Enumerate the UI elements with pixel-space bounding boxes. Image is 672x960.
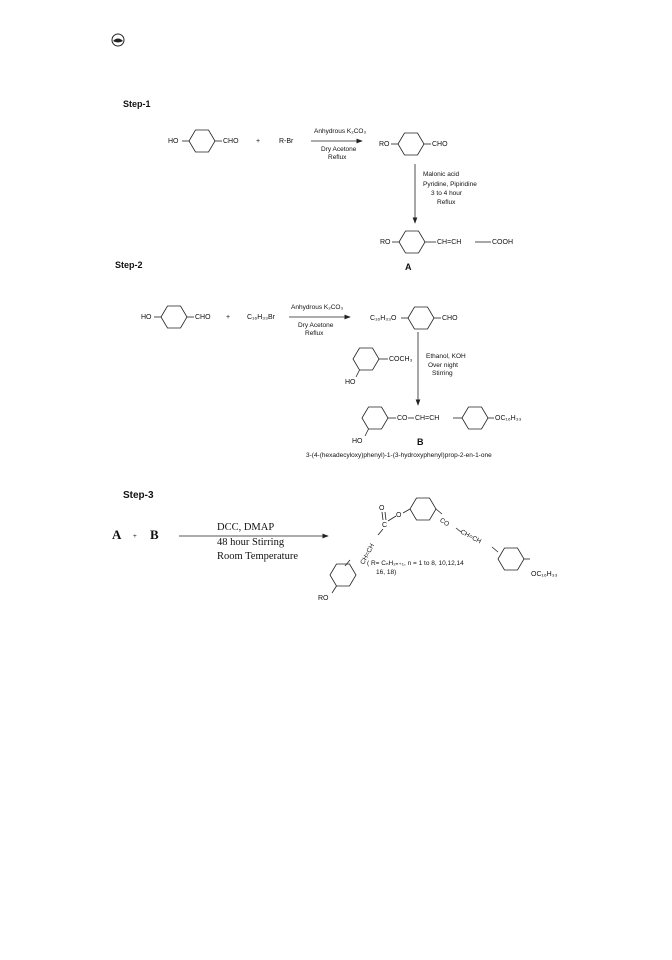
productB-oh: HO (352, 438, 363, 445)
step1-title: Step-1 (123, 99, 151, 109)
step2-plus: + (226, 314, 231, 321)
step2-condition-2: Dry Acetone (298, 322, 334, 329)
step1-condition2-3: 3 to 4 hour (431, 190, 463, 197)
step2-condition2-3: Stirring (432, 370, 453, 377)
productB-chain: CH=CH (415, 415, 440, 422)
compound-B (352, 407, 522, 445)
productA-chain: CH=CH (437, 239, 462, 246)
step1-condition2-2: Pyridine, Pipiridine (423, 181, 477, 188)
step3-B: B (150, 527, 159, 542)
reagent-group: COCH₃ (389, 356, 413, 363)
product-ro: RO (318, 595, 329, 602)
step2-reactant1-right: CHO (195, 314, 211, 321)
step1-reactant1-left: HO (168, 138, 179, 145)
step1-condition2-1: Malonic acid (423, 171, 460, 178)
reagent-oh: HO (345, 379, 356, 386)
step2-reactant1-left: HO (141, 314, 152, 321)
step2-reactant-hydroxybenzaldehyde (141, 306, 211, 328)
step1-product1-right: CHO (432, 141, 448, 148)
step3-A: A (112, 527, 122, 542)
step1-product1-left: RO (379, 141, 390, 148)
product-co: CO (438, 516, 451, 529)
product-c: C (382, 522, 388, 529)
step2-condition2-2: Over night (428, 362, 458, 369)
label-B: B (417, 437, 424, 447)
step1-condition-2: Dry Acetone (321, 146, 357, 153)
productA-left: RO (380, 239, 391, 246)
step2-condition-1: Anhydrous K₂CO₃ (291, 304, 344, 311)
step1-condition2-4: Reflux (437, 199, 456, 206)
step3-condition-3: Room Temperature (217, 551, 299, 562)
step3-condition-1: DCC, DMAP (217, 522, 275, 533)
step2-reactant2: C₁₆H₃₃Br (247, 314, 275, 321)
step2-title: Step-2 (115, 260, 143, 270)
productB-right: OC₁₆H₃₃ (495, 415, 522, 422)
step3-title: Step-3 (123, 490, 154, 501)
product-chain-right: CH=CH (459, 528, 483, 546)
reagent-hydroxyacetophenone (345, 348, 413, 386)
step1-plus: + (256, 138, 261, 145)
compound-B-name: 3-(4-(hexadecyloxy)phenyl)-1-(3-hydroxyphenyl)prop-2-en-1-one (306, 452, 492, 459)
step2-hexadecyloxybenzaldehyde (370, 307, 458, 329)
product-o-link: O (396, 512, 402, 519)
label-A: A (405, 262, 412, 272)
rnote-line-2: 16, 18) (376, 569, 397, 576)
final-product (318, 498, 558, 602)
productA-right: COOH (492, 239, 513, 246)
step2-product1-left: C₁₆H₃₃O (370, 315, 397, 322)
rnote-line-1: ( R= CₙH₂ₙ₊₁, n = 1 to 8, 10,12,14 (367, 560, 464, 567)
compound-A (380, 231, 513, 253)
step2-condition2-1: Ethanol, KOH (426, 353, 466, 360)
step1-alkoxybenzaldehyde (379, 133, 448, 155)
productB-link: CO (397, 415, 408, 422)
step1-reactant-hydroxybenzaldehyde (168, 130, 239, 152)
step2-product1-right: CHO (442, 315, 458, 322)
publisher-logo-icon (112, 34, 124, 46)
product-right: OC₁₆H₃₃ (531, 571, 558, 578)
step1-reactant1-right: CHO (223, 138, 239, 145)
step3-plus: + (133, 533, 137, 540)
step1-condition-3: Reflux (328, 154, 347, 161)
step1-reactant2: R-Br (279, 138, 294, 145)
product-chain-left: CH=CH (359, 542, 377, 566)
step2-condition-3: Reflux (305, 330, 324, 337)
product-o-top: O (379, 505, 385, 512)
step3-condition-2: 48 hour Stirring (217, 537, 285, 548)
step1-condition-1: Anhydrous K₂CO₃ (314, 128, 367, 135)
